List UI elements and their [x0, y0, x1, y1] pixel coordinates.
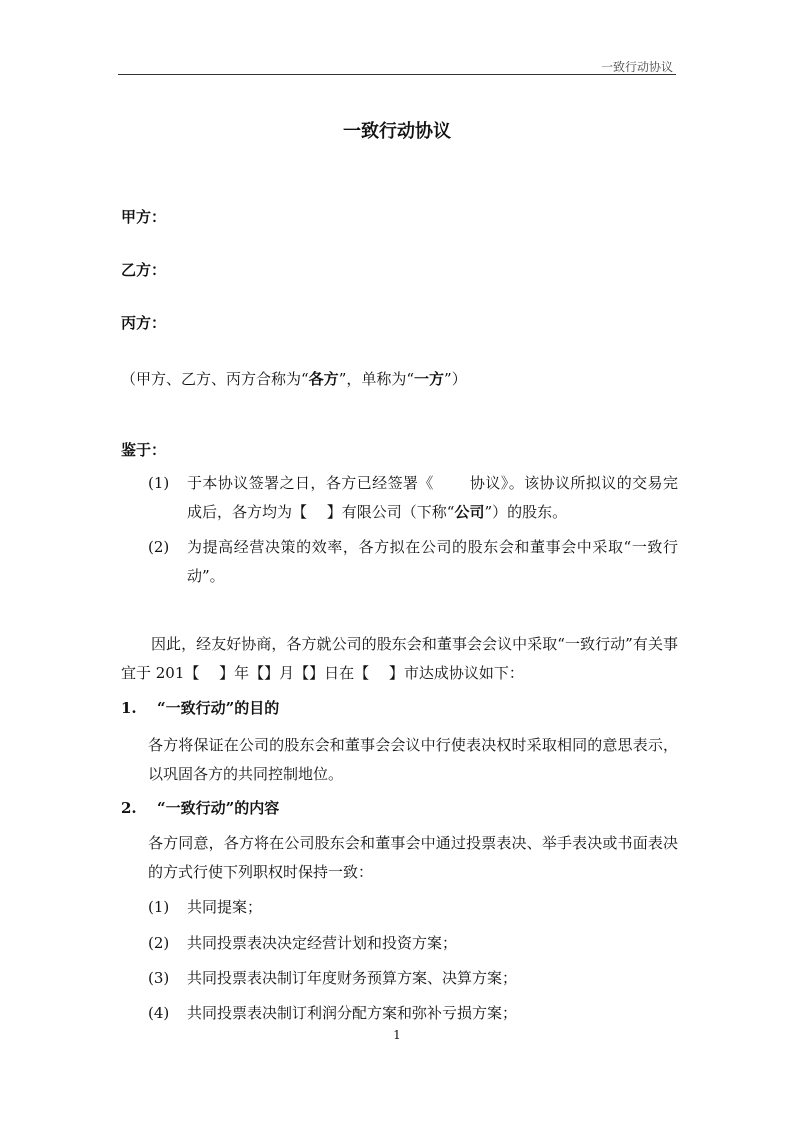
section-number: 2.: [121, 799, 137, 817]
collective-term-one: 一方: [414, 370, 445, 388]
whereas-item-text: 于本协议签署之日，各方已经签署《 协议》。该协议所拟议的交易完成后，各方均为【 】有限公司（下称“公司”）的股东。: [187, 474, 678, 521]
collective-term-all: 各方: [308, 370, 339, 388]
document-title: 一致行动协议: [343, 121, 451, 142]
collective-post: ”）: [444, 370, 467, 388]
section-title: “一致行动”的目的: [157, 699, 280, 717]
whereas-item-number: (2): [148, 538, 170, 556]
list-item-number: (2): [148, 934, 170, 952]
list-item-text: 共同投票表决决定经营计划和投资方案；: [187, 934, 458, 952]
list-item-text: 共同投票表决制订利润分配方案和弥补亏损方案；: [187, 1004, 518, 1022]
running-header: 一致行动协议: [600, 60, 673, 74]
whereas-item-text: 为提高经营决策的效率，各方拟在公司的股东会和董事会中采取“一致行动”。: [187, 538, 678, 585]
intro-paragraph: 因此，经友好协商，各方就公司的股东会和董事会会议中采取“一致行动”有关事宜于 201【 】年【】月【】日在【 】市达成协议如下：: [121, 635, 678, 682]
list-item: [148, 964, 678, 993]
whereas-item-number: (1): [148, 474, 170, 492]
section-body: 各方同意，各方将在公司股东会和董事会中通过投票表决、举手表决或书面表决的方式行使下列职权时保持一致：: [148, 834, 678, 881]
list-item-text: 共同提案；: [187, 898, 263, 916]
list-item: [148, 893, 678, 922]
whereas-label: 鉴于：: [121, 441, 167, 459]
party-a-label: 甲方：: [121, 208, 167, 226]
collective-mid: ”，单称为“: [338, 370, 415, 388]
company-term: 公司: [454, 503, 485, 521]
party-b-label: 乙方：: [121, 261, 167, 279]
list-item-number: (1): [148, 898, 170, 916]
section-title: “一致行动”的内容: [157, 799, 280, 817]
section-number: 1.: [121, 699, 137, 717]
header-divider: [118, 74, 676, 75]
list-item: [148, 929, 678, 958]
section-body: 各方将保证在公司的股东会和董事会会议中行使表决权时采取相同的意思表示，以巩固各方的共同控制地位。: [148, 736, 678, 783]
section-heading: [121, 797, 279, 818]
list-item: [148, 999, 678, 1028]
whereas-item: [148, 533, 678, 591]
collective-pre: （甲方、乙方、丙方合称为“: [121, 370, 309, 388]
party-c-label: 丙方：: [121, 314, 167, 332]
list-item-number: (4): [148, 1004, 170, 1022]
page-number: 1: [393, 1028, 401, 1042]
list-item-text: 共同投票表决制订年度财务预算方案、决算方案；: [187, 969, 518, 987]
whereas-item: [148, 469, 678, 527]
list-item-number: (3): [148, 969, 170, 987]
collective-definition: [121, 364, 467, 394]
section-heading: [121, 697, 279, 718]
